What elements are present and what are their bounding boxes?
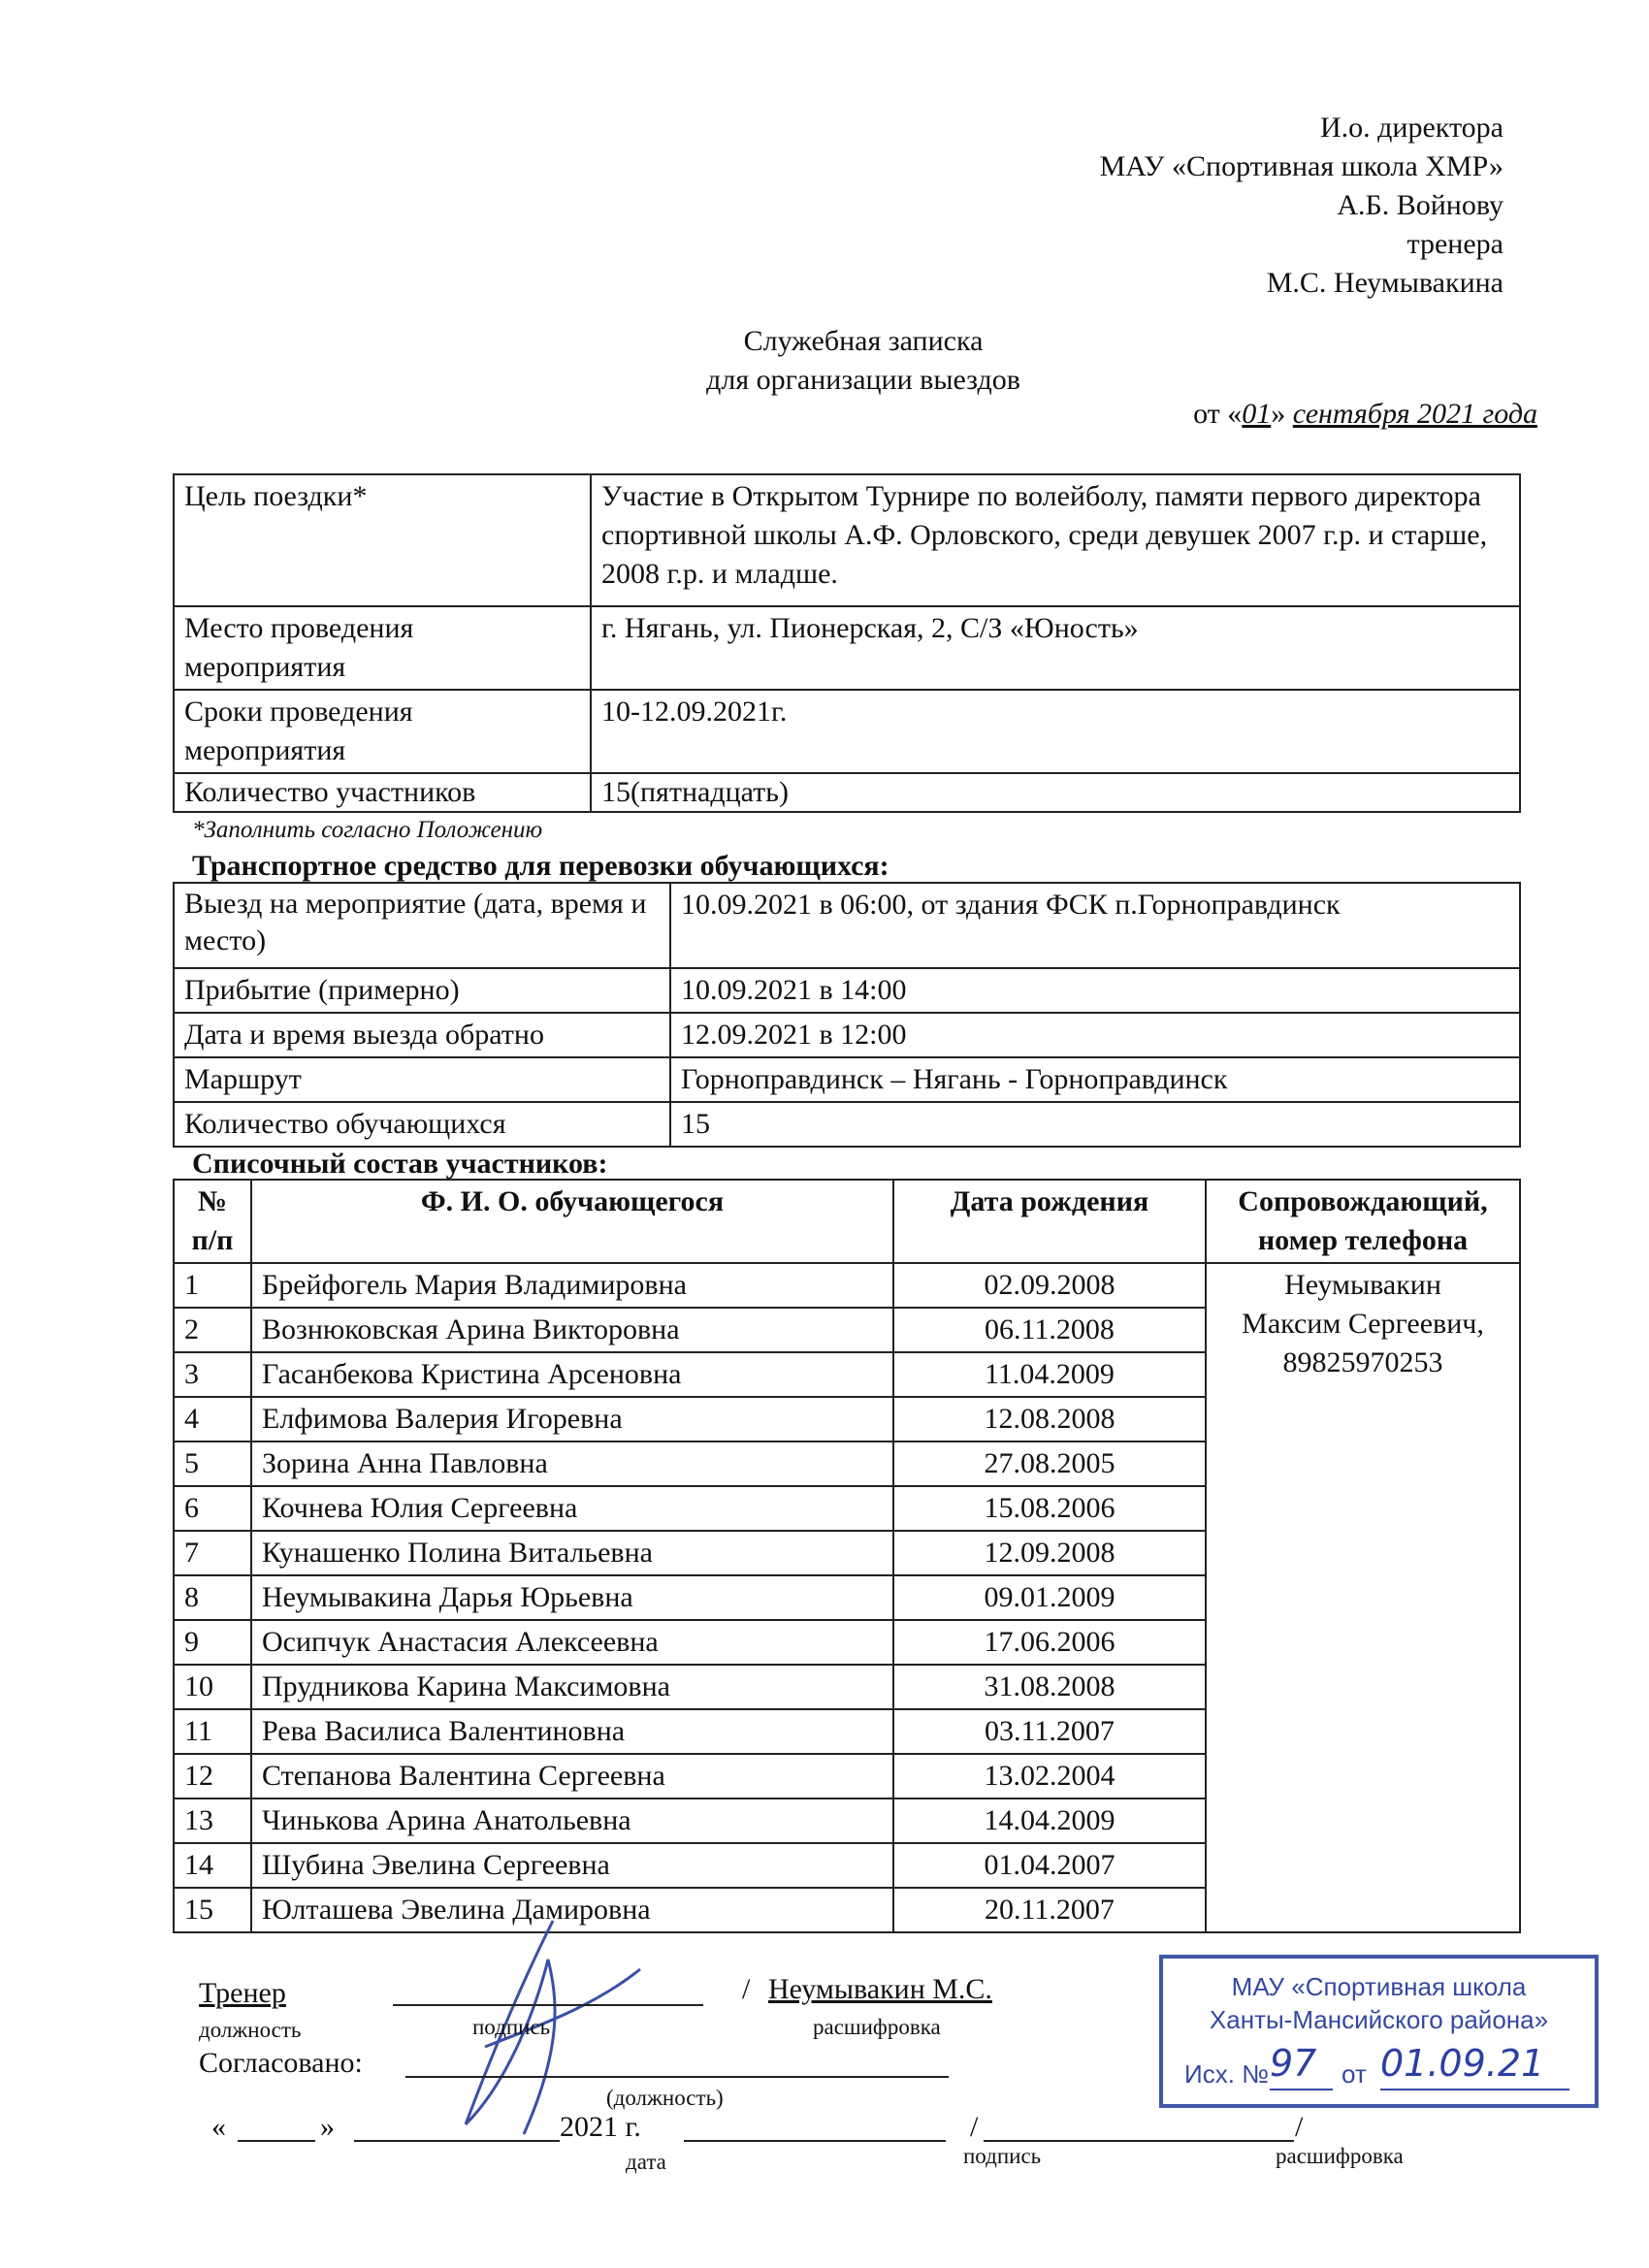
signature-line [393,2004,703,2006]
row-name: Чинькова Арина Анатольевна [251,1798,893,1843]
agreed-label: Согласовано: [199,2047,363,2079]
trip-row [174,474,1520,606]
row-num: 4 [174,1397,251,1442]
transport-label: Маршрут [174,1057,670,1102]
transport-value: 10.09.2021 в 14:00 [670,968,1520,1013]
addressee-line: И.о. директора [1319,112,1504,144]
row-dob: 17.06.2006 [893,1620,1206,1665]
transport-row [174,1102,1520,1147]
roster-heading: Списочный состав участников: [192,1148,608,1180]
stamp-org-line1: МАУ «Спортивная школа [1231,1972,1527,2001]
decode2-slash: / [1295,2111,1304,2143]
row-num: 6 [174,1486,251,1531]
label-position: должность [199,2018,302,2042]
date-open-quote: « [211,2111,226,2143]
transport-row [174,883,1520,968]
memo-date-prefix: от « [1193,398,1243,430]
row-name: Прудникова Карина Максимовна [251,1665,893,1709]
escort-line: Максим Сергеевич, [1242,1308,1484,1340]
row-dob: 14.04.2009 [893,1798,1206,1843]
header-num: № п/п [174,1180,251,1263]
trip-value: 10-12.09.2021г. [591,690,1520,773]
registration-stamp [1159,1955,1599,2108]
trip-label: Количество участников [174,773,591,812]
row-name: Неумывакина Дарья Юрьевна [251,1575,893,1620]
transport-value: Горноправдинск – Нягань - Горноправдинск [670,1057,1520,1102]
header-escort: Сопровождающий, номер телефона [1206,1180,1520,1263]
row-num: 11 [174,1709,251,1754]
row-num: 15 [174,1888,251,1932]
transport-table [173,882,1521,1148]
row-num: 5 [174,1442,251,1486]
row-name: Елфимова Валерия Игоревна [251,1397,893,1442]
transport-label: Количество обучающихся [174,1102,670,1147]
agreed-line [405,2076,949,2078]
row-num: 8 [174,1575,251,1620]
row-num: 12 [174,1754,251,1798]
row-name: Зорина Анна Павловна [251,1442,893,1486]
memo-title-line: для организации выездов [706,364,1020,396]
label-decode2: расшифровка [1276,2144,1404,2168]
signature-slash: / [742,1973,751,2005]
stamp-out-date: 01.09.21 [1380,2042,1545,2085]
row-dob: 27.08.2005 [893,1442,1206,1486]
stamp-org-line2: Ханты-Мансийского района» [1209,2005,1549,2034]
transport-row [174,1057,1520,1102]
transport-heading: Транспортное средство для перевозки обучающихся: [192,850,889,882]
decode2-line [984,2140,1294,2142]
transport-value: 10.09.2021 в 06:00, от здания ФСК п.Горноправдинск [670,883,1520,968]
memo-date-mid: » [1271,398,1293,430]
signature2-line [684,2140,946,2142]
date-year: 2021 г. [560,2111,641,2143]
trip-value: г. Нягань, ул. Пионерская, 2, С/З «Юность» [591,606,1520,690]
memo-title-line: Служебная записка [743,325,984,357]
memo-title [660,322,1067,400]
trip-label: Сроки проведения мероприятия [174,690,591,773]
trip-table [173,473,1521,813]
row-name: Кунашенко Полина Витальевна [251,1531,893,1575]
addressee-line: тренера [1406,228,1504,260]
stamp-outgoing [1184,2042,1545,2090]
label-date: дата [626,2150,666,2174]
signature2-slash: / [970,2111,979,2143]
row-dob: 20.11.2007 [893,1888,1206,1932]
date-close-quote: » [320,2111,335,2143]
row-name: Брейфогель Мария Владимировна [251,1263,893,1308]
row-name: Юлташева Эвелина Дамировна [251,1888,893,1932]
trip-row [174,606,1520,690]
row-name: Степанова Валентина Сергеевна [251,1754,893,1798]
addressee-line: М.С. Неумывакина [1266,267,1504,299]
memo-date-day: 01 [1242,398,1272,430]
addressee-line: МАУ «Спортивная школа ХМР» [1099,150,1504,182]
row-num: 3 [174,1352,251,1397]
row-dob: 06.11.2008 [893,1308,1206,1352]
signature-name: Неумывакин М.С. [768,1973,992,2005]
transport-row [174,1013,1520,1057]
row-num: 2 [174,1308,251,1352]
label-signature: подпись [472,2015,551,2039]
row-dob: 01.04.2007 [893,1843,1206,1888]
trip-value: 15(пятнадцать) [591,773,1520,812]
row-num: 14 [174,1843,251,1888]
label-signature2: подпись [963,2144,1042,2168]
row-name: Гасанбекова Кристина Арсеновна [251,1352,893,1397]
transport-label: Прибытие (примерно) [174,968,670,1013]
escort-phone: 89825970253 [1282,1346,1443,1378]
trip-row [174,773,1520,812]
header-dob: Дата рождения [893,1180,1206,1263]
addressee-block [1100,109,1504,303]
date-day-line [238,2140,315,2142]
trip-value: Участие в Открытом Турнире по волейболу, памяти первого директора спортивной школы А.Ф. Орловского, среди девушек 2007 г.р. и старше, 2008 г.р. и младше. [591,474,1520,606]
row-dob: 31.08.2008 [893,1665,1206,1709]
row-name: Рева Василиса Валентиновна [251,1709,893,1754]
row-num: 10 [174,1665,251,1709]
trip-row [174,690,1520,773]
stamp-out-label: Исх. № [1184,2059,1270,2089]
label-position2: (должность) [606,2086,724,2110]
memo-date-month-year: сентября 2021 [1292,398,1476,430]
transport-value: 15 [670,1102,1520,1147]
row-name: Шубина Эвелина Сергеевна [251,1843,893,1888]
row-num: 9 [174,1620,251,1665]
label-decode: расшифровка [813,2015,941,2039]
row-dob: 11.04.2009 [893,1352,1206,1397]
header-name: Ф. И. О. обучающегося [251,1180,893,1263]
row-num: 7 [174,1531,251,1575]
stamp-date-line [1380,2089,1569,2090]
row-dob: 12.08.2008 [893,1397,1206,1442]
transport-label: Выезд на мероприятие (дата, время и место) [174,883,670,968]
stamp-out-number: 97 [1270,2042,1317,2085]
transport-value: 12.09.2021 в 12:00 [670,1013,1520,1057]
row-name: Осипчук Анастасия Алексеевна [251,1620,893,1665]
transport-row [174,968,1520,1013]
trip-label: Цель поездки* [174,474,591,606]
row-name: Вознюковская Арина Викторовна [251,1308,893,1352]
row-num: 1 [174,1263,251,1308]
trip-footnote: *Заполнить согласно Положению [192,817,543,843]
trip-label: Место проведения мероприятия [174,606,591,690]
stamp-from-label: от [1342,2059,1367,2089]
roster-header-row [174,1180,1520,1263]
escort-cell [1206,1263,1520,1932]
row-name: Кочнева Юлия Сергеевна [251,1486,893,1531]
row-dob: 09.01.2009 [893,1575,1206,1620]
table-row [174,1263,1520,1308]
signature-role: Тренер [199,1977,286,2009]
row-num: 13 [174,1798,251,1843]
stamp-number-line [1270,2089,1333,2090]
row-dob: 15.08.2006 [893,1486,1206,1531]
transport-label: Дата и время выезда обратно [174,1013,670,1057]
row-dob: 13.02.2004 [893,1754,1206,1798]
row-dob: 03.11.2007 [893,1709,1206,1754]
date-month-line [354,2140,560,2142]
memo-date [1193,398,1537,431]
row-dob: 02.09.2008 [893,1263,1206,1308]
escort-line: Неумывакин [1284,1269,1441,1301]
memo-date-suffix: года [1475,398,1537,430]
row-dob: 12.09.2008 [893,1531,1206,1575]
roster-table [173,1179,1521,1933]
addressee-line: А.Б. Войнову [1337,189,1504,221]
